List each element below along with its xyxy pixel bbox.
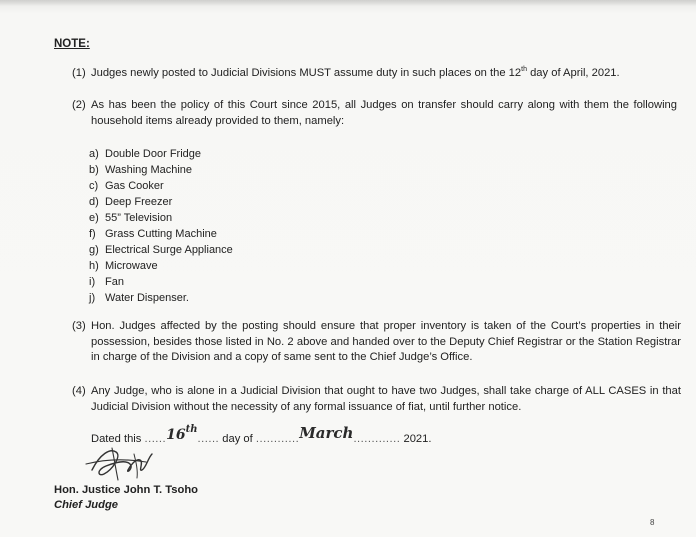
signatory-title: Chief Judge: [54, 499, 119, 511]
paragraph-2: [72, 98, 677, 129]
paragraph-number: (3): [72, 320, 86, 332]
list-item: a) Double Door Fridge: [89, 148, 201, 160]
dated-year: 2021.: [403, 433, 432, 445]
handwritten-month: March: [299, 424, 354, 442]
paragraph-number: (4): [72, 385, 86, 397]
page-number: 8: [650, 518, 655, 527]
paragraph-3: [72, 319, 681, 366]
handwritten-day: 16th: [166, 424, 198, 443]
list-item: b) Washing Machine: [89, 164, 193, 176]
note-heading: NOTE:: [54, 38, 90, 50]
list-item: f) Grass Cutting Machine: [89, 228, 217, 240]
paragraph-number: (1): [72, 67, 86, 79]
dotted-fill: ............: [255, 433, 300, 445]
paragraph-text: Any Judge, who is alone in a Judicial Division that ought to have two Judges, shall take charge of ALL CASES in that Judicial Division without the necessity of any formal issuance of fiat, until further notice.: [91, 385, 681, 413]
paragraph-number: (2): [72, 99, 86, 111]
list-item: e) 55” Television: [89, 212, 173, 224]
list-item: i) Fan: [89, 276, 124, 288]
dated-prefix: Dated this: [91, 433, 142, 445]
household-items-list: [89, 146, 233, 306]
list-item: d) Deep Freezer: [89, 196, 173, 208]
dotted-fill: ......: [144, 433, 167, 445]
paragraph-4: [72, 384, 681, 415]
list-item: g) Electrical Surge Appliance: [89, 244, 233, 256]
paragraph-text: As has been the policy of this Court since 2015, all Judges on transfer should carry along with them the following household items already provided to them, namely:: [91, 99, 677, 127]
paragraph-1: [72, 66, 681, 82]
paragraph-text: Hon. Judges affected by the posting should ensure that proper inventory is taken of the Court’s properties in their possession, besides those listed in No. 2 above and handed over to the Deputy Chief Registrar or the Station Registrar in charge of the Division and a copy of same sent to the Chief Judge’s Office.: [91, 320, 681, 363]
signatory-name: Hon. Justice John T. Tsoho: [54, 484, 198, 496]
list-item: c) Gas Cooker: [89, 180, 164, 192]
dotted-fill: .............: [353, 433, 401, 445]
paragraph-text: Judges newly posted to Judicial Divisions MUST assume duty in such places on the 12: [91, 67, 522, 79]
list-item: h) Microwave: [89, 260, 158, 272]
ordinal-suffix: th: [521, 66, 527, 73]
handwritten-signature: [82, 440, 162, 484]
dotted-fill: ......: [197, 433, 220, 445]
scan-edge: [0, 0, 696, 6]
list-item: j) Water Dispenser.: [89, 292, 189, 304]
dated-mid: day of: [222, 433, 253, 445]
paragraph-text-end: day of April, 2021.: [526, 67, 620, 79]
